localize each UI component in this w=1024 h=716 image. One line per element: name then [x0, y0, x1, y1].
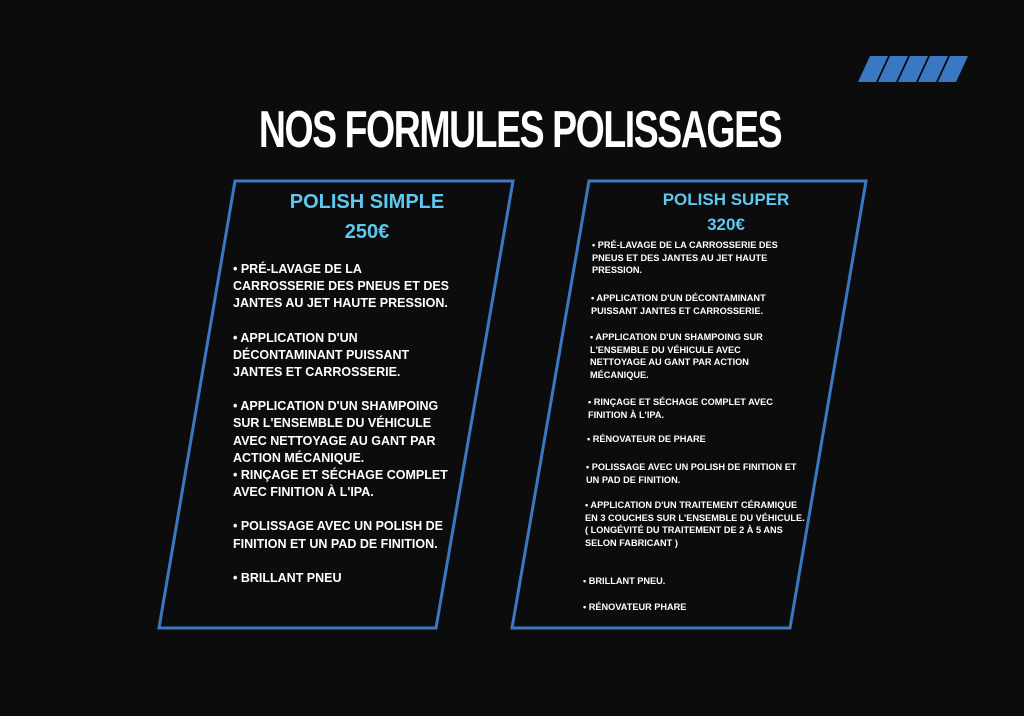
list-item: • POLISSAGE AVEC UN POLISH DE FINITION ET UN PAD DE FINITION. [233, 519, 443, 551]
list-item: • RINÇAGE ET SÉCHAGE COMPLET AVEC FINITION À L'IPA. [588, 397, 773, 420]
card-title-polish-simple: POLISH SIMPLE [289, 191, 445, 213]
list-item: • APPLICATION D'UN SHAMPOING SUR L'ENSEMBLE DU VÉHICULE AVEC NETTOYAGE AU GANT PAR ACTION MÉCANIQUE. [590, 332, 763, 380]
list-item: • RÉNOVATEUR PHARE [583, 602, 687, 612]
card-price-polish-super: 320€ [707, 215, 745, 234]
card-price-polish-simple: 250€ [344, 221, 390, 243]
list-item: • BRILLANT PNEU [233, 570, 342, 585]
page-title: NOS FORMULES POLISSAGES [258, 101, 782, 159]
list-item: • PRÉ-LAVAGE DE LA CARROSSERIE DES PNEUS ET DES JANTES AU JET HAUTE PRESSION. [233, 262, 450, 311]
card-title-polish-super: POLISH SUPER [662, 190, 790, 209]
list-item: • APPLICATION D'UN SHAMPOING SUR L'ENSEMBLE DU VÉHICULE AVEC NETTOYAGE AU GANT PAR ACTION MÉCANIQUE. [233, 399, 439, 465]
decorative-stripes-icon [858, 54, 970, 84]
list-item: • APPLICATION D'UN TRAITEMENT CÉRAMIQUE EN 3 COUCHES SUR L'ENSEMBLE DU VÉHICULE. ( LONGÉVITÉ DU TRAITEMENT DE 2 À 5 ANS SELON FABRICANT ) [585, 500, 805, 548]
list-item: • BRILLANT PNEU. [583, 576, 666, 586]
list-item: • RÉNOVATEUR DE PHARE [587, 434, 706, 444]
list-item: • RINÇAGE ET SÉCHAGE COMPLET AVEC FINITION À L'IPA. [233, 468, 448, 500]
feature-list-polish-simple [233, 261, 451, 587]
list-item: • APPLICATION D'UN DÉCONTAMINANT PUISSANT JANTES ET CARROSSERIE. [591, 293, 766, 316]
list-item: • PRÉ-LAVAGE DE LA CARROSSERIE DES PNEUS ET DES JANTES AU JET HAUTE PRESSION. [592, 240, 778, 276]
list-item: • POLISSAGE AVEC UN POLISH DE FINITION ET UN PAD DE FINITION. [586, 462, 797, 485]
list-item: • APPLICATION D'UN DÉCONTAMINANT PUISSANT JANTES ET CARROSSERIE. [233, 330, 410, 380]
